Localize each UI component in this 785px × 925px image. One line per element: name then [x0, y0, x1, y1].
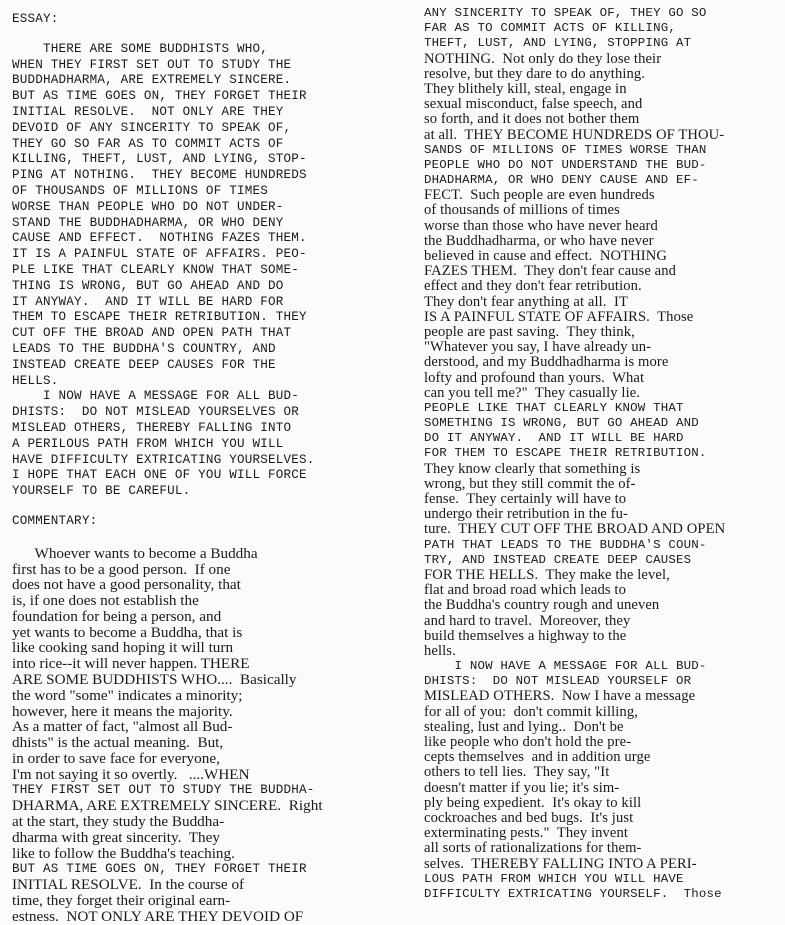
essay-line: OF THOUSANDS OF MILLIONS OF TIMES — [12, 183, 268, 198]
commentary-gap — [12, 530, 370, 546]
essay-line: A PERILOUS PATH FROM WHICH YOU WILL — [12, 436, 284, 451]
commentary-line: FOR THEM TO ESCAPE THEIR RETRIBUTION. — [424, 446, 707, 461]
commentary-line: MISLEAD OTHERS. Now I have a message — [424, 688, 696, 705]
commentary-line: INITIAL RESOLVE. In the course of — [12, 876, 245, 894]
commentary-line: sexual misconduct, false speech, and — [424, 96, 643, 113]
commentary-line: TRY, AND INSTEAD CREATE DEEP CAUSES — [424, 552, 692, 567]
essay-line: THING IS WRONG, BUT GO AHEAD AND DO — [12, 278, 284, 293]
commentary-line: FECT. Such people are even hundreds — [424, 187, 655, 204]
commentary-line: effect and they don't fear retribution. — [424, 278, 642, 295]
commentary-line: at the start, they study the Buddha- — [12, 813, 225, 831]
commentary-line: PEOPLE LIKE THAT CLEARLY KNOW THAT — [424, 400, 684, 415]
commentary-line: estness. NOT ONLY ARE THEY DEVOID OF — [12, 908, 304, 925]
commentary-line: "Whatever you say, I have already un- — [424, 339, 652, 356]
commentary-line: people are past saving. They think, — [424, 323, 635, 340]
commentary-line: ply being expedient. It's okay to kill — [424, 794, 642, 811]
commentary-line: cockroaches and bed bugs. It's just — [424, 809, 634, 826]
essay-paragraph-2 — [12, 389, 370, 500]
commentary-line: DHISTS: DO NOT MISLEAD YOURSELF OR — [424, 674, 692, 689]
essay-paragraph-1 — [12, 42, 370, 390]
commentary-line: like cooking sand hoping it will turn — [12, 639, 234, 657]
essay-heading: ESSAY: — [12, 12, 59, 26]
commentary-line: exterminating pests." They invent — [424, 825, 629, 842]
essay-line: KILLING, THEFT, LUST, AND LYING, STOP- — [12, 152, 307, 167]
essay-line: INITIAL RESOLVE. NOT ONLY ARE THEY — [12, 104, 284, 119]
essay-line: PING AT NOTHING. THEY BECOME HUNDREDS — [12, 168, 307, 183]
commentary-line: and hard to travel. Moreover, they — [424, 612, 631, 629]
commentary-line: for all of you: don't commit killing, — [424, 703, 638, 720]
commentary-line: I NOW HAVE A MESSAGE FOR ALL BUD- — [424, 659, 707, 674]
commentary-line: BUT AS TIME GOES ON, THEY FORGET THEIR — [12, 861, 307, 876]
essay-line: LEADS TO THE BUDDHA'S COUNTRY, AND — [12, 341, 276, 356]
commentary-line: selves. THEREBY FALLING INTO A PERI- — [424, 855, 697, 872]
commentary-line: dhists" is the actual meaning. But, — [12, 734, 224, 752]
essay-line: DHISTS: DO NOT MISLEAD YOURSELVES OR — [12, 405, 300, 420]
commentary-line: I'm not saying it so overtly. ....WHEN — [12, 765, 250, 783]
commentary-line: foundation for being a person, and — [12, 607, 222, 625]
essay-line: CUT OFF THE BROAD AND OPEN PATH THAT — [12, 326, 292, 341]
commentary-line: derstood, and my Buddhadharma is more — [424, 354, 669, 371]
commentary-heading: COMMENTARY: — [12, 513, 98, 528]
commentary-line: Whoever wants to become a Buddha — [12, 544, 258, 562]
commentary-line: build themselves a highway to the — [424, 627, 627, 644]
commentary-line: NOTHING. Not only do they lose their — [424, 50, 662, 67]
commentary-line: can you tell me?" They casually lie. — [424, 384, 641, 401]
commentary-line: wrong, but they still commit the of- — [424, 475, 636, 492]
commentary-line: dharma with great sincerity. They — [12, 829, 220, 847]
left-column — [12, 0, 370, 925]
essay-line: I NOW HAVE A MESSAGE FOR ALL BUD- — [12, 389, 300, 404]
commentary-line: DHADHARMA, OR WHO DENY CAUSE AND EF- — [424, 173, 699, 188]
commentary-line: so forth, and it does not bother them — [424, 111, 640, 128]
essay-line: BUT AS TIME GOES ON, THEY FORGET THEIR — [12, 89, 307, 104]
essay-line: YOURSELF TO BE CAREFUL. — [12, 484, 191, 499]
essay-line: STAND THE BUDDHADHARMA, OR WHO DENY — [12, 215, 284, 230]
commentary-line: FAR AS TO COMMIT ACTS OF KILLING, — [424, 21, 676, 36]
commentary-line: worse than those who have never heard — [424, 217, 658, 234]
commentary-line: time, they forget their original earn- — [12, 892, 231, 910]
commentary-line: IS A PAINFUL STATE OF AFFAIRS. Those — [424, 308, 694, 325]
commentary-line: is, if one does not establish the — [12, 592, 199, 610]
commentary-line: at all. THEY BECOME HUNDREDS OF THOU- — [424, 126, 725, 143]
commentary-line: stealing, lust and lying.. Don't be — [424, 718, 624, 735]
commentary-line: FAZES THEM. They don't fear cause and — [424, 263, 677, 280]
commentary-line: PATH THAT LEADS TO THE BUDDHA'S COUN- — [424, 537, 707, 552]
commentary-line: first has to be a good person. If one — [12, 560, 231, 578]
commentary-line: the Buddha's country rough and uneven — [424, 597, 660, 614]
commentary-line: fense. They certainly will have to — [424, 491, 627, 507]
essay-line: WHEN THEY FIRST SET OUT TO STUDY THE — [12, 57, 292, 72]
commentary-line: ANY SINCERITY TO SPEAK OF, THEY GO SO — [424, 6, 707, 20]
commentary-line: DO IT ANYWAY. AND IT WILL BE HARD — [424, 431, 684, 446]
commentary-line: SANDS OF MILLIONS OF TIMES WORSE THAN — [424, 142, 707, 157]
commentary-line: hells. — [424, 642, 456, 659]
commentary-line: They don't fear anything at all. IT — [424, 293, 628, 310]
essay-line: HAVE DIFFICULTY EXTRICATING YOURSELVES. — [12, 452, 315, 467]
commentary-line: yet wants to become a Buddha, that is — [12, 623, 243, 641]
essay-line: I HOPE THAT EACH ONE OF YOU WILL FORCE — [12, 468, 307, 483]
commentary-line: ture. THEY CUT OFF THE BROAD AND OPEN — [424, 521, 726, 538]
essay-line: MISLEAD OTHERS, THEREBY FALLING INTO — [12, 420, 292, 435]
commentary-body — [12, 546, 370, 925]
commentary-line: does not have a good personality, that — [12, 576, 241, 594]
essay-line: HELLS. — [12, 373, 59, 388]
commentary-line: As a matter of fact, "almost all Bud- — [12, 718, 233, 736]
commentary-line: DIFFICULTY EXTRICATING YOURSELF. Those — [424, 886, 722, 901]
commentary-line: resolve, but they dare to do anything. — [424, 65, 646, 82]
commentary-line: others to tell lies. They say, "It — [424, 764, 610, 781]
commentary-line: all sorts of rationalizations for them- — [424, 840, 642, 857]
right-column — [424, 0, 776, 902]
commentary-line: cepts themselves and in addition urge — [424, 749, 651, 766]
section-gap — [12, 500, 370, 514]
commentary-line: THEY FIRST SET OUT TO STUDY THE BUDDHA- — [12, 782, 315, 797]
essay-line: THEY GO SO FAR AS TO COMMIT ACTS OF — [12, 136, 284, 151]
essay-line: IT IS A PAINFUL STATE OF AFFAIRS. PEO- — [12, 247, 307, 262]
commentary-line: THEFT, LUST, AND LYING, STOPPING AT — [424, 36, 692, 51]
commentary-line: flat and broad road which leads to — [424, 582, 626, 599]
essay-line: INSTEAD CREATE DEEP CAUSES FOR THE — [12, 357, 276, 372]
top-margin — [12, 0, 370, 12]
commentary-line: the Buddhadharma, or who have never — [424, 232, 654, 249]
essay-line: DEVOID OF ANY SINCERITY TO SPEAK OF, — [12, 120, 292, 135]
commentary-line: however, here it means the majority. — [12, 702, 233, 720]
commentary-line: like people who don't hold the pre- — [424, 734, 632, 750]
essay-line: THEM TO ESCAPE THEIR RETRIBUTION. THEY — [12, 310, 307, 325]
right-column-body — [424, 6, 776, 902]
commentary-line: They know clearly that something is — [424, 460, 641, 477]
essay-line: CAUSE AND EFFECT. NOTHING FAZES THEM. — [12, 231, 307, 246]
commentary-line: lofty and profound than yours. What — [424, 369, 645, 386]
essay-line: IT ANYWAY. AND IT WILL BE HARD FOR — [12, 294, 284, 309]
commentary-line: undergo their retribution in the fu- — [424, 506, 628, 523]
commentary-line: believed in cause and effect. NOTHING — [424, 248, 668, 264]
essay-line: PLE LIKE THAT CLEARLY KNOW THAT SOME- — [12, 262, 300, 277]
commentary-line: LOUS PATH FROM WHICH YOU WILL HAVE — [424, 871, 684, 886]
commentary-line: SOMETHING IS WRONG, BUT GO AHEAD AND — [424, 416, 699, 431]
commentary-line: They blithely kill, steal, engage in — [424, 80, 627, 97]
commentary-line: of thousands of millions of times — [424, 202, 620, 219]
commentary-line: DHARMA, ARE EXTREMELY SINCERE. Right — [12, 797, 323, 815]
commentary-line: like to follow the Buddha's teaching. — [12, 844, 235, 862]
commentary-line: PEOPLE WHO DO NOT UNDERSTAND THE BUD- — [424, 157, 707, 172]
essay-line: BUDDHADHARMA, ARE EXTREMELY SINCERE. — [12, 73, 292, 88]
commentary-line: in order to save face for everyone, — [12, 750, 220, 768]
essay-line: WORSE THAN PEOPLE WHO DO NOT UNDER- — [12, 199, 284, 214]
commentary-line: FOR THE HELLS. They make the level, — [424, 566, 670, 583]
commentary-line: doesn't matter if you lie; it's sim- — [424, 779, 620, 796]
heading-gap — [12, 28, 370, 42]
commentary-line: the word "some" indicates a minority; — [12, 686, 243, 704]
commentary-line: ARE SOME BUDDHISTS WHO.... Basically — [12, 671, 297, 689]
essay-line: THERE ARE SOME BUDDHISTS WHO, — [12, 41, 268, 56]
commentary-line: into rice--it will never happen. THERE — [12, 655, 250, 673]
